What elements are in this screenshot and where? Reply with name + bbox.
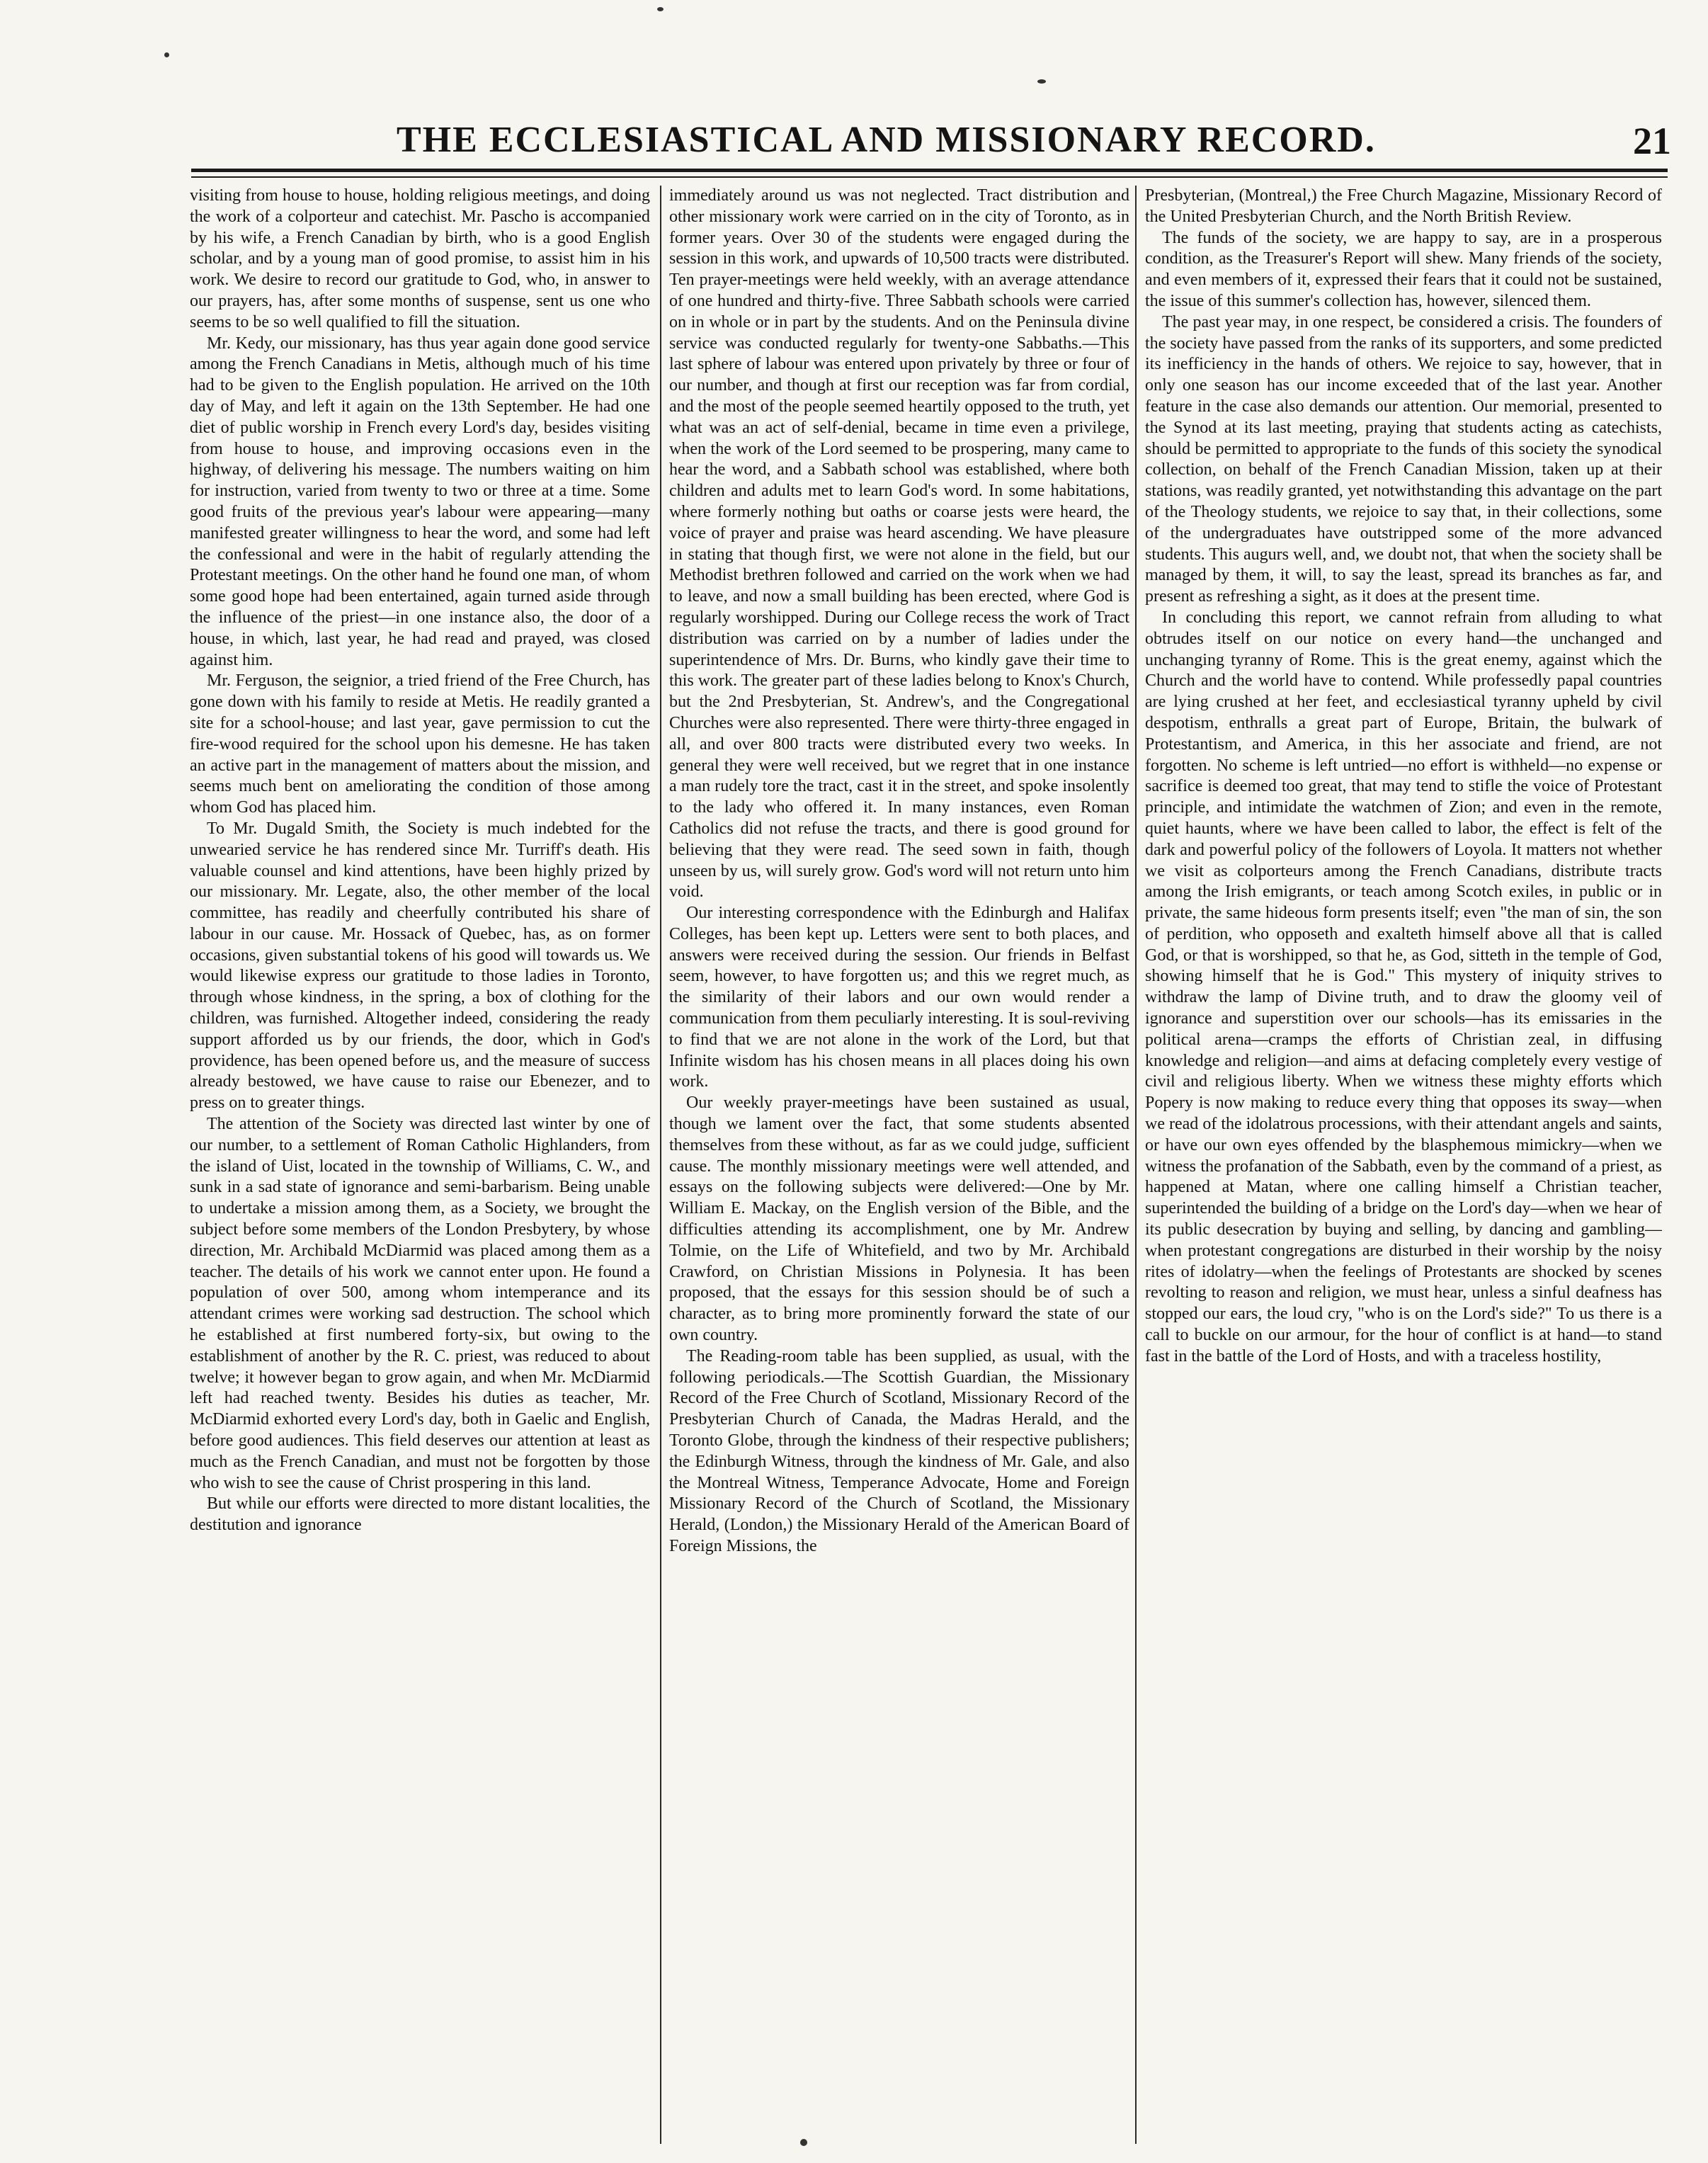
- column-paragraph: Our weekly prayer-meetings have been sustained as usual, though we lament over the fact, that some students absented themselves from these without, as far as we could judge, sufficient cause. The monthly missionary meetings were well attended, and essays on the following subjects were delivered:—One by Mr. William E. Mackay, on the English version of the Bible, and the difficulties attending its accomplishment, one by Mr. Andrew Tolmie, on the Life of Whitefield, and two by Mr. Archibald Crawford, on Christian Missions in Polynesia. It has been proposed, that the essays for this session should be of such a character, as to bring more prominently forward the state of our own country.: [669, 1094, 1129, 1345]
- column-paragraph: The funds of the society, we are happy to say, are in a prosperous condition, as the Treasurer's Report will shew. Many friends of the society, and even members of it, expressed their fears that it could not be sustained, the issue of this summer's collection has, however, silenced them.: [1145, 228, 1662, 310]
- column-divider: [1135, 186, 1137, 2144]
- column-paragraph: To Mr. Dugald Smith, the Society is much indebted for the unwearied service he has rendered since Mr. Turriff's death. His valuable counsel and kind attentions, have been highly prized by our missionary. Mr. Legate, also, the other member of the local committee, has readily and cheerfully contributed his share of labour in our cause. Mr. Hossack of Quebec, has, as on former occasions, given substantial tokens of his good will towards us. We would likewise express our gratitude to those ladies in Toronto, through whose kindness, in the spring, a box of clothing for the children, was furnished. Altogether indeed, considering the ready support afforded us by our friends, the door, which in God's providence, has been opened before us, and the measure of success already bestowed, we have cause to raise our Ebenezer, and to press on to greater things.: [190, 819, 650, 1113]
- column-divider: [660, 186, 661, 2144]
- column-paragraph: visiting from house to house, holding religious meetings, and doing the work of a colporteur and catechist. Mr. Pascho is accompanied by his wife, a French Canadian by birth, who is a good English scholar, and by a young man of good promise, to assist him in his work. We desire to record our gratitude to God, who, in answer to our prayers, has, after some months of suspense, sent us one who seems to be so well qualified to fill the situation.: [190, 186, 650, 331]
- column-paragraph: Our interesting correspondence with the Edinburgh and Halifax Colleges, has been kept up. Letters were sent to both places, and answers were received during the session. Our friends in Belfast seem, however, to have forgotten us; and this we regret much, as the similarity of their labors and our own would render a communication from them peculiarly interesting. It is soul-reviving to find that we are not alone in the work of the Lord, but that Infinite wisdom has his chosen means in all places doing his own work.: [669, 904, 1129, 1091]
- column-paragraph: The past year may, in one respect, be considered a crisis. The founders of the society have passed from the ranks of its supporters, and some predicted its inefficiency in the hands of others. We rejoice to say, however, that in only one season has our income exceeded that of the last year. Another feature in the case also demands our attention. Our memorial, presented to the Synod at its last meeting, praying that students acting as catechists, should be permitted to appropriate to the funds of this society the synodical collection, on behalf of the French Canadian Mission, taken up at their stations, was readily granted, yet notwithstanding this advantage on the part of the Theology students, we rejoice to say that, in their collections, some of the undergraduates have outstripped some of the more advanced students. This augurs well, and, we doubt not, that when the society shall be managed by them, it will, to say the least, spread its branches as far, and present as refreshing a sight, as it does at the present time.: [1145, 312, 1662, 606]
- column-1: [190, 186, 650, 2140]
- page-number: 21: [1633, 120, 1671, 162]
- header-rule-thick: [191, 169, 1668, 172]
- page-header: [397, 119, 1671, 169]
- column-paragraph: Mr. Kedy, our missionary, has thus year again done good service among the French Canadians in Metis, although much of his time had to be given to the English population. He arrived on the 10th day of May, and left it again on the 13th September. He had one diet of public worship in French every Lord's day, besides visiting from house to house, and improving occasions even in the highway, of delivering his message. The numbers waiting on him for instruction, varied from twenty to two or three at a time. Some good fruits of the previous year's labour were appearing—many manifested greater willingness to hear the word, and some had left the confessional and were in the habit of regularly attending the Protestant meetings. On the other hand he found one man, of whom some good hope had been entertained, again turned aside through the influence of the priest—in one instance also, the door of a house, in which, last year, he had read and prayed, was closed against him.: [190, 334, 650, 669]
- publication-title: THE ECCLESIASTICAL AND MISSIONARY RECORD.: [397, 120, 1376, 160]
- ink-speck: [164, 52, 169, 57]
- column-3: [1145, 186, 1662, 2140]
- column-paragraph: Mr. Ferguson, the seignior, a tried friend of the Free Church, has gone down with his family to reside at Metis. He readily granted a site for a school-house; and last year, gave permission to cut the fire-wood required for the school upon his demesne. He has taken an active part in the management of matters about the mission, and seems much bent on ameliorating the condition of those among whom God has placed him.: [190, 671, 650, 817]
- column-2: [669, 186, 1129, 2140]
- header-rule-thin: [191, 176, 1668, 178]
- column-paragraph: The Reading-room table has been supplied, as usual, with the following periodicals.—The Scottish Guardian, the Missionary Record of the Free Church of Scotland, Missionary Record of the Presbyterian Church of Canada, the Madras Herald, and the Toronto Globe, through the kindness of their respective publishers; the Edinburgh Witness, through the kindness of Mr. Gale, and also the Montreal Witness, Temperance Advocate, Home and Foreign Missionary Record of the Church of Scotland, the Missionary Herald, (London,) the Missionary Herald of the American Board of Foreign Missions, the: [669, 1346, 1129, 1555]
- column-paragraph: In concluding this report, we cannot refrain from alluding to what obtrudes itself on our notice on every hand—the unchanged and unchanging tyranny of Rome. This is the great enemy, against which the Church and the world have to contend. While professedly papal countries are lying crushed at her feet, and ecclesiastical tyranny upheld by civil despotism, enthralls a great part of Europe, Britain, the bulwark of Protestantism, and America, in this her associate and friend, are not forgotten. No scheme is left untried—no effort is withheld—no expense or sacrifice is deemed too great, that may tend to stifle the voice of Protestant principle, and intimidate the watchmen of Zion; and even in the remote, quiet haunts, where we have been called to labor, the effect is felt of the dark and powerful policy of the followers of Loyola. It matters not whether we visit as colporteurs among the French Canadians, distribute tracts among the Irish emigrants, or teach among Scotch exiles, in public or in private, the same hideous form presents itself; even "the man of sin, the son of perdition, who opposeth and exalteth himself above all that is called God, or that is worshipped, so that he, as God, sitteth in the temple of God, showing himself that he is God." This mystery of iniquity strives to withdraw the lamp of Divine truth, and to draw the gloomy veil of ignorance and superstition over our schools—has its emissaries in the political arena—cramps the efforts of Christian zeal, in diffusing knowledge and religion—and aims at defacing completely every vestige of civil and religious liberty. When we witness these mighty efforts which Popery is now making to reduce every thing that opposes its sway—when we read of the idolatrous processions, with their attendant angels and saints, or have our own eyes offended by the blasphemous mimickry—when we witness the profanation of the Sabbath, even by the command of a priest, as happened at Matan, where one calling himself a Christian teacher, superintended the building of a bridge on the Lord's day—when we hear of its public desecration by buying and selling, by dancing and gambling—when protestant congregations are disturbed in their worship by the noisy rites of idolatry—when the feelings of Protestants are shocked by scenes revolting to reason and religion, we must hear, unless a sinful deafness has stopped our ears, the loud cry, "who is on the Lord's side?" To us there is a call to buckle on our armour, for the hour of conflict is at hand—to stand fast in the battle of the Lord of Hosts, and with a traceless hostility,: [1145, 608, 1662, 1366]
- column-paragraph: The attention of the Society was directed last winter by one of our number, to a settlement of Roman Catholic Highlanders, from the island of Uist, located in the township of Williams, C. W., and sunk in a sad state of ignorance and semi-barbarism. Being unable to undertake a mission among them, as a Society, we brought the subject before some members of the London Presbytery, by whose direction, Mr. Archibald McDiarmid was placed among them as a teacher. The details of his work we cannot enter upon. He found a population of over 500, among whom intemperance and its attendant crimes were working sad destruction. The school which he established at first numbered forty-six, but owing to the establishment of another by the R. C. priest, was reduced to about twelve; it however began to grow again, and when Mr. McDiarmid left had reached twenty. Besides his duties as teacher, Mr. McDiarmid exhorted every Lord's day, both in Gaelic and English, before good audiences. This field deserves our attention at least as much as the French Canadian, and must not be forgotten by those who wish to see the cause of Christ prospering in this land.: [190, 1115, 650, 1492]
- ink-speck: [657, 7, 664, 11]
- ink-speck: [1037, 79, 1046, 84]
- column-paragraph: But while our efforts were directed to more distant localities, the destitution and ignorance: [190, 1494, 650, 1535]
- column-paragraph: immediately around us was not neglected. Tract distribution and other missionary work were carried on in the city of Toronto, as in former years. Over 30 of the students were engaged during the session in this work, and upwards of 10,500 tracts were distributed. Ten prayer-meetings were held weekly, with an average attendance of one hundred and thirty-five. Three Sabbath schools were carried on in whole or in part by the students. And on the Peninsula divine service was conducted regularly for twenty-one Sabbaths.—This last sphere of labour was entered upon privately by three or four of our number, and though at first our reception was far from cordial, and the most of the people seemed heartily opposed to the truth, yet what was an act of self-denial, became in time even a privilege, when the work of the Lord seemed to be prospering, many came to hear the word, and a Sabbath school was established, where both children and adults met to learn God's word. In some habitations, where formerly nothing but oaths or coarse jests were heard, the voice of prayer and praise was heard ascending. We have pleasure in stating that though first, we were not alone in the field, but our Methodist brethren followed and carried on the work when we had to leave, and now a small building has been erected, where God is regularly worshipped. During our College recess the work of Tract distribution was carried on by a number of ladies under the superintendence of Mrs. Dr. Burns, who kindly gave their time to this work. The greater part of these ladies belong to Knox's Church, but the 2nd Presbyterian, St. Andrew's, and the Congregational Churches were also represented. There were thirty-three engaged in all, and over 800 tracts were distributed every two weeks. In general they were well received, but we regret that in one instance a man rudely tore the tract, cast it in the street, and spoke insolently to the lady who offered it. In many instances, even Roman Catholics did not refuse the tracts, and there is good ground for believing that they were read. The seed sown in faith, though unseen by us, will surely grow. God's word will not return unto him void.: [669, 186, 1129, 902]
- column-paragraph: Presbyterian, (Montreal,) the Free Church Magazine, Missionary Record of the United Presbyterian Church, and the North British Review.: [1145, 186, 1662, 226]
